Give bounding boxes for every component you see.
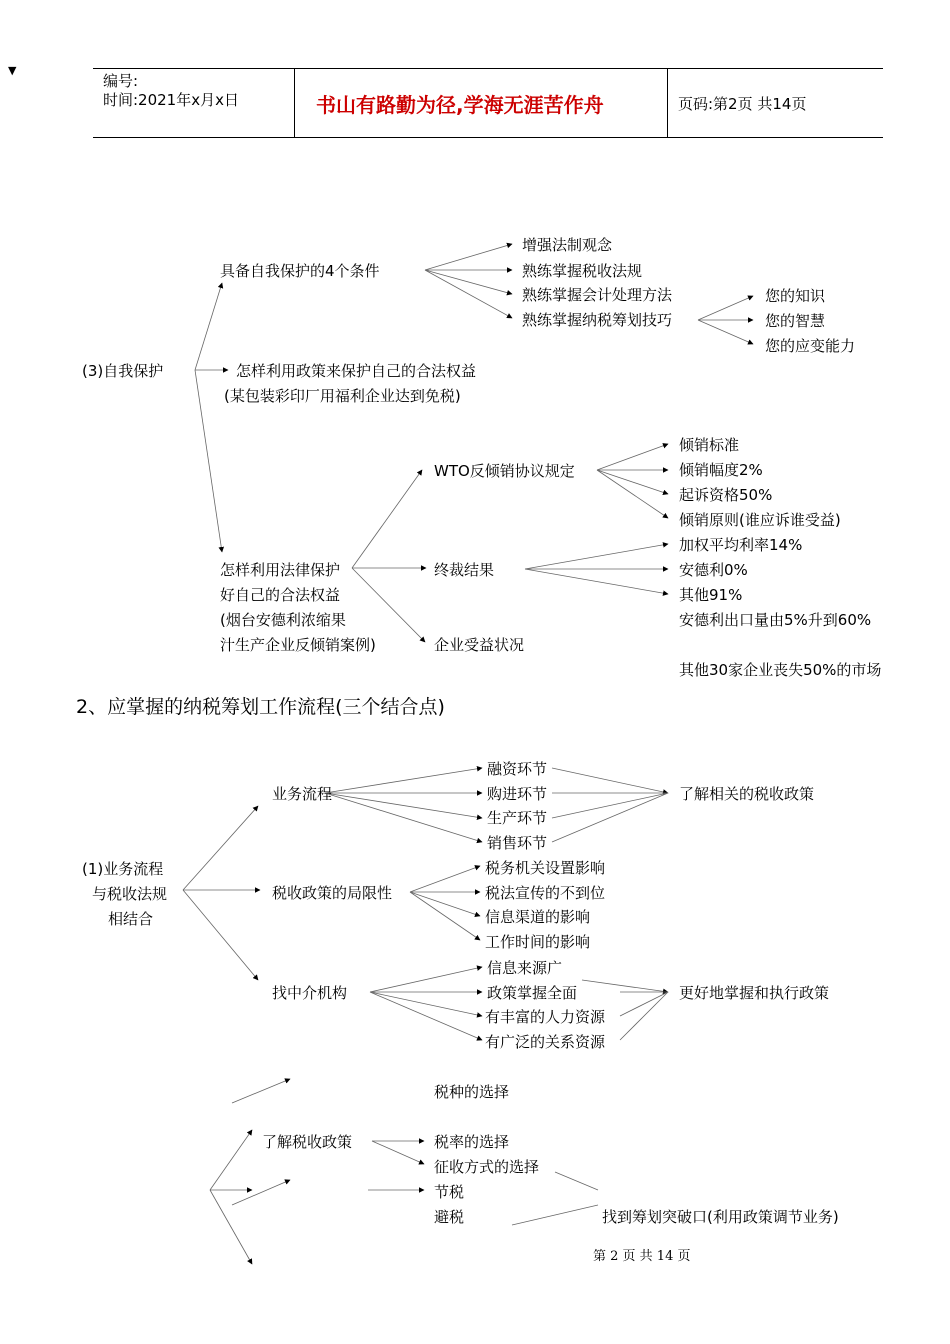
business-flow-label: 业务流程 (272, 785, 333, 803)
wto-item: 倾销幅度2% (679, 461, 763, 479)
skill-item: 您的应变能力 (765, 337, 856, 355)
wto-item: 倾销原则(谁应诉谁受益) (679, 511, 841, 529)
law-protection-text: 汁生产企业反倾销案例) (220, 636, 376, 654)
self-protection-root: (3)自我保护 (82, 362, 164, 380)
section-heading: 2、应掌握的纳税筹划工作流程(三个结合点) (76, 696, 445, 718)
corner-marker-icon: ▼ (8, 64, 17, 77)
header-page-info: 页码:第2页 共14页 (678, 95, 807, 113)
document-time-label: 时间:2021年x月x日 (103, 91, 239, 109)
agency-item: 政策掌握全面 (487, 984, 578, 1002)
condition-item: 增强法制观念 (522, 236, 613, 254)
tax-policy-item: 税率的选择 (434, 1133, 510, 1151)
tax-avoidance: 避税 (434, 1208, 465, 1226)
agency-item: 有丰富的人力资源 (485, 1008, 606, 1026)
flow-item: 生产环节 (487, 809, 548, 827)
limits-item: 税法宣传的不到位 (485, 884, 606, 902)
benefit-label: 企业受益状况 (434, 636, 525, 654)
part1-root: 与税收法规 (92, 885, 168, 903)
agency-item: 信息来源广 (487, 959, 563, 977)
tax-policy-label: 了解税收政策 (262, 1133, 353, 1151)
skill-item: 您的知识 (765, 287, 826, 305)
limits-label: 税收政策的局限性 (272, 884, 393, 902)
tax-saving: 节税 (434, 1183, 465, 1201)
flow-item: 销售环节 (487, 834, 548, 852)
condition-item: 熟练掌握会计处理方法 (522, 286, 673, 304)
limits-item: 工作时间的影响 (485, 933, 591, 951)
skill-item: 您的智慧 (765, 312, 826, 330)
agency-item: 有广泛的关系资源 (485, 1033, 606, 1051)
agency-label: 找中介机构 (272, 984, 348, 1002)
conditions-label: 具备自我保护的4个条件 (220, 262, 380, 280)
ruling-label: 终裁结果 (434, 561, 495, 579)
law-protection-text: (烟台安德利浓缩果 (220, 611, 346, 629)
tax-policy-item: 征收方式的选择 (434, 1158, 540, 1176)
flow-item: 购进环节 (487, 785, 548, 803)
tax-type-choice: 税种的选择 (434, 1083, 510, 1101)
policy-protection-text: 怎样利用政策来保护自己的合法权益 (236, 362, 477, 380)
ruling-item: 其他91% (679, 586, 743, 604)
page-footer: 第 2 页 共 14 页 (593, 1249, 691, 1264)
policy-protection-example: (某包装彩印厂用福利企业达到免税) (224, 387, 461, 405)
limits-item: 税务机关设置影响 (485, 859, 606, 877)
header-motto: 书山有路勤为径,学海无涯苦作舟 (316, 93, 604, 117)
document-number-label: 编号: (103, 72, 139, 90)
agency-result: 更好地掌握和执行政策 (679, 984, 830, 1002)
benefit-item: 安德利出口量由5%升到60% (679, 611, 872, 629)
part1-root: 相结合 (108, 910, 154, 928)
flow-item: 融资环节 (487, 760, 548, 778)
ruling-item: 加权平均利率14% (679, 536, 803, 554)
ruling-item: 安德利0% (679, 561, 748, 579)
law-protection-text: 怎样利用法律保护 (220, 561, 341, 579)
breakthrough-text: 找到筹划突破口(利用政策调节业务) (602, 1208, 839, 1226)
wto-item: 倾销标准 (679, 436, 740, 454)
flow-result: 了解相关的税收政策 (679, 785, 815, 803)
condition-item: 熟练掌握纳税筹划技巧 (522, 311, 673, 329)
law-protection-text: 好自己的合法权益 (220, 586, 341, 604)
condition-item: 熟练掌握税收法规 (522, 262, 643, 280)
wto-item: 起诉资格50% (679, 486, 773, 504)
limits-item: 信息渠道的影响 (485, 908, 591, 926)
benefit-item: 其他30家企业丧失50%的市场 (679, 661, 882, 679)
wto-label: WTO反倾销协议规定 (434, 462, 575, 480)
part1-root: (1)业务流程 (82, 860, 164, 878)
